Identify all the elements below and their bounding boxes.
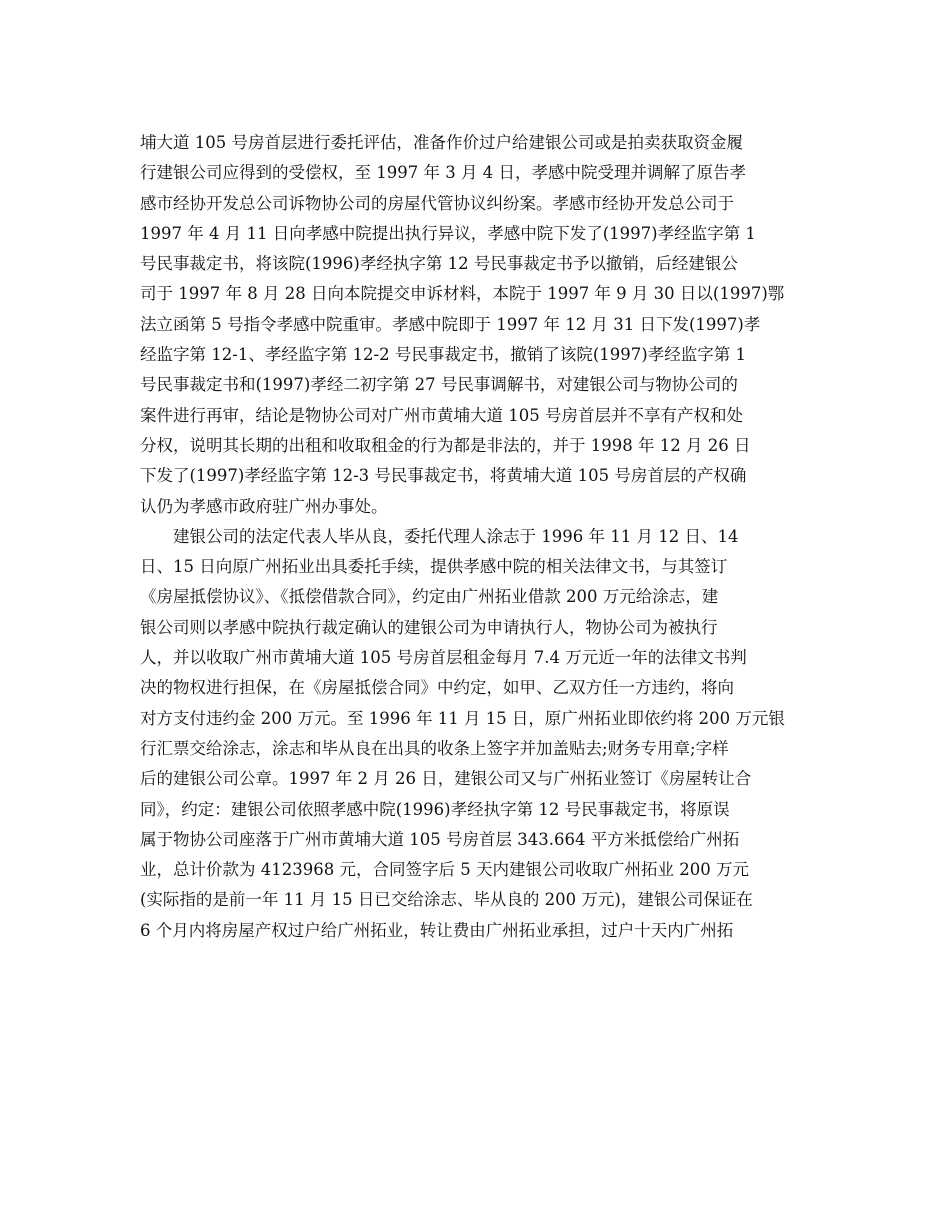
text-line: 分权，说明其长期的出租和收取租金的行为都是非法的，并于 1998 年 12 月 26 日 xyxy=(140,435,751,455)
text-line: 司于 1997 年 8 月 28 日向本院提交申诉材料，本院于 1997 年 9 月 30 日以(1997)鄂 xyxy=(140,284,785,304)
text-line: 下发了(1997)孝经监字第 12-3 号民事裁定书，将黄埔大道 105 号房首层的产权确 xyxy=(140,466,747,486)
text-line: 行建银公司应得到的受偿权，至 1997 年 3 月 4 日，孝感中院受理并调解了原告孝 xyxy=(140,163,746,183)
text-line: 人，并以收取广州市黄埔大道 105 号房首层租金每月 7.4 万元近一年的法律文书判 xyxy=(140,648,747,668)
text-line: 银公司则以孝感中院执行裁定确认的建银公司为申请执行人，物协公司为被执行 xyxy=(140,617,718,637)
text-line: 同》，约定：建银公司依照孝感中院(1996)孝经执字第 12 号民事裁定书，将原误 xyxy=(140,799,730,819)
text-line: 号民事裁定书，将该院(1996)孝经执字第 12 号民事裁定书予以撤销，后经建银公 xyxy=(140,254,738,274)
text-line: 认仍为孝感市政府驻广州办事处。 xyxy=(140,496,388,516)
text-line: 号民事裁定书和(1997)孝经二初字第 27 号民事调解书，对建银公司与物协公司的 xyxy=(140,375,738,395)
text-line: 1997 年 4 月 11 日向孝感中院提出执行异议，孝感中院下发了(1997)孝经监字第 1 xyxy=(140,223,756,243)
text-line: 属于物协公司座落于广州市黄埔大道 105 号房首层 343.664 平方米抵偿给广州拓 xyxy=(140,829,740,849)
document-body xyxy=(140,128,820,946)
text-line: 《房屋抵偿协议》、《抵偿借款合同》，约定由广州拓业借款 200 万元给涂志，建 xyxy=(140,587,719,607)
text-line: 行汇票交给涂志，涂志和毕从良在出具的收条上签字并加盖贴去;财务专用章;字样 xyxy=(140,738,729,758)
text-line: (实际指的是前一年 11 月 15 日已交给涂志、毕从良的 200 万元)，建银公司保证在 xyxy=(140,890,753,910)
text-line: 日、15 日向原广州拓业出具委托手续，提供孝感中院的相关法律文书，与其签订 xyxy=(140,557,728,577)
text-line: 案件进行再审，结论是物协公司对广州市黄埔大道 105 号房首层并不享有产权和处 xyxy=(140,405,743,425)
text-line: 对方支付违约金 200 万元。至 1996 年 11 月 15 日，原广州拓业即依约将 200 万元银 xyxy=(140,708,785,728)
text-line: 埔大道 105 号房首层进行委托评估，准备作价过户给建银公司或是拍卖获取资金履 xyxy=(140,133,743,152)
text-line: 经监字第 12-1、孝经监字第 12-2 号民事裁定书，撤销了该院(1997)孝经监字第 1 xyxy=(140,345,746,365)
text-line: 后的建银公司公章。1997 年 2 月 26 日，建银公司又与广州拓业签订《房屋转让合 xyxy=(140,769,752,789)
text-line: 6 个月内将房屋产权过户给广州拓业，转让费由广州拓业承担，过户十天内广州拓 xyxy=(140,920,734,940)
text-line: 决的物权进行担保，在《房屋抵偿合同》中约定，如甲、乙双方任一方违约，将向 xyxy=(140,678,734,698)
paragraph-start-line: 建银公司的法定代表人毕从良，委托代理人涂志于 1996 年 11 月 12 日、14 xyxy=(173,526,739,546)
text-line: 感市经协开发总公司诉物协公司的房屋代管协议纠纷案。孝感市经协开发总公司于 xyxy=(140,193,734,213)
text-line: 业，总计价款为 4123968 元，合同签字后 5 天内建银公司收取广州拓业 200 万元 xyxy=(140,860,749,880)
text-line: 法立函第 5 号指令孝感中院重审。孝感中院即于 1997 年 12 月 31 日下发(1997)孝 xyxy=(140,314,761,334)
